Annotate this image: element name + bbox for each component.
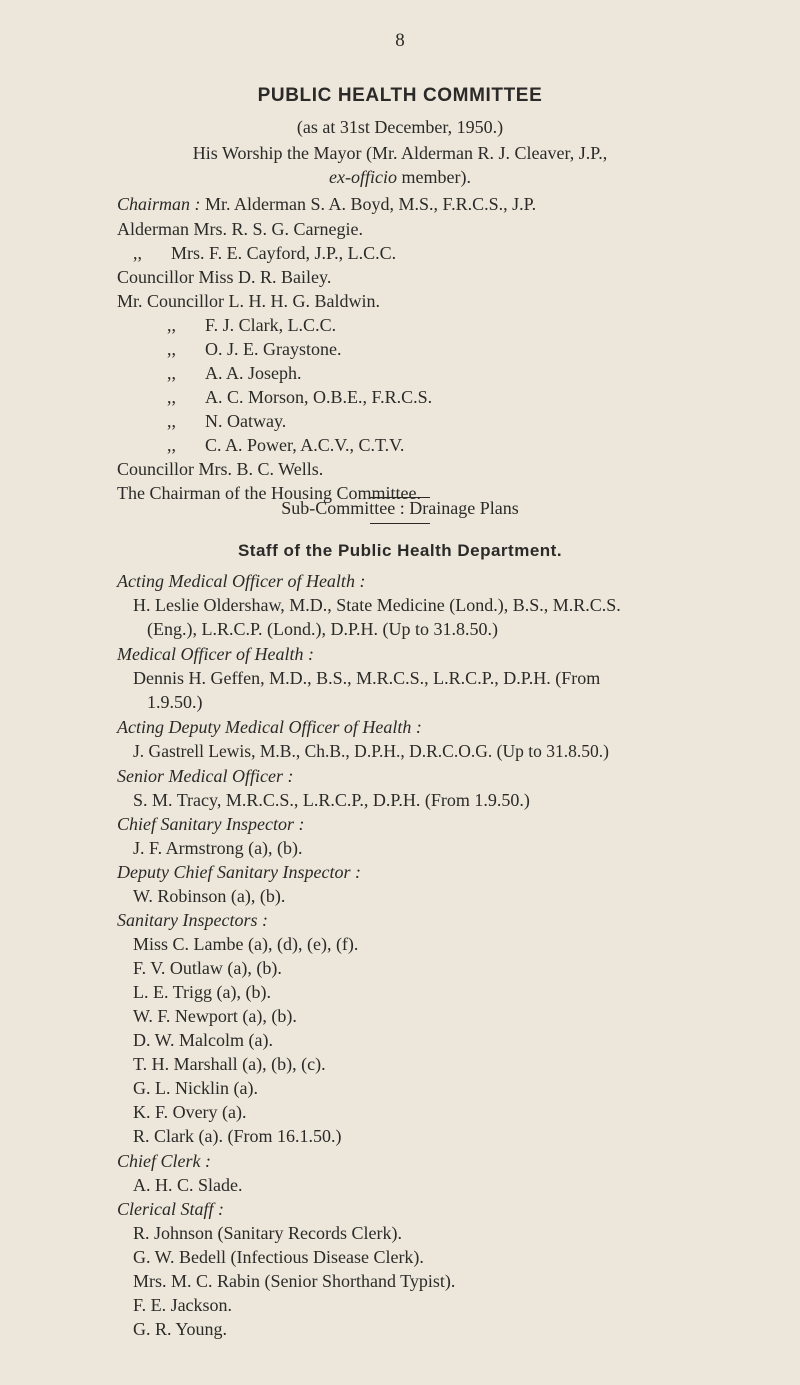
- councillor-morson-name: A. C. Morson, O.B.E., F.R.C.S.: [205, 387, 433, 407]
- councillor-graystone: [167, 339, 341, 360]
- role-moh: Medical Officer of Health :: [117, 644, 314, 664]
- ditto-mark: ,,: [167, 411, 176, 431]
- clerical-item: R. Johnson (Sanitary Records Clerk).: [133, 1223, 402, 1243]
- member-text: member).: [397, 167, 471, 187]
- ditto-mark: ,,: [167, 363, 176, 383]
- role-clerical-staff: Clerical Staff :: [117, 1199, 224, 1219]
- role-chief-clerk: Chief Clerk :: [117, 1151, 211, 1171]
- chairman-label: Chairman :: [117, 194, 201, 214]
- councillor-joseph: [167, 363, 302, 384]
- housing-chairman: The Chairman of the Housing Committee.: [117, 483, 421, 503]
- councillor-morson: [167, 387, 432, 408]
- chief-sanitary-inspector-line: J. F. Armstrong (a), (b).: [133, 838, 303, 858]
- senior-mo-line: S. M. Tracy, M.R.C.S., L.R.C.P., D.P.H. (From 1.9.50.): [133, 790, 530, 810]
- chairman-name: Mr. Alderman S. A. Boyd, M.S., F.R.C.S., J.P.: [200, 194, 537, 214]
- moh-line-1: Dennis H. Geffen, M.D., B.S., M.R.C.S., L.R.C.P., D.P.H. (From: [133, 668, 601, 688]
- ditto-mark: ,,: [167, 435, 176, 455]
- role-deputy-chief-sanitary-inspector: Deputy Chief Sanitary Inspector :: [117, 862, 361, 882]
- ditto-mark: ,,: [167, 339, 176, 359]
- councillor-clark: [167, 315, 336, 336]
- inspector-item: R. Clark (a). (From 16.1.50.): [133, 1126, 342, 1146]
- alderman-carnegie: Alderman Mrs. R. S. G. Carnegie.: [117, 219, 363, 239]
- inspector-item: T. H. Marshall (a), (b), (c).: [133, 1054, 326, 1074]
- committee-date-note: (as at 31st December, 1950.): [296, 117, 504, 137]
- committee-title: PUBLIC HEALTH COMMITTEE: [257, 85, 543, 106]
- clerical-item: G. R. Young.: [133, 1319, 228, 1339]
- alderman-cayford: [133, 243, 396, 264]
- role-chief-sanitary-inspector: Chief Sanitary Inspector :: [117, 814, 305, 834]
- chief-clerk-line: A. H. C. Slade.: [133, 1175, 243, 1195]
- councillor-wells: Councillor Mrs. B. C. Wells.: [117, 459, 324, 479]
- clerical-item: G. W. Bedell (Infectious Disease Clerk).: [133, 1247, 424, 1267]
- alderman-cayford-name: Mrs. F. E. Cayford, J.P., L.C.C.: [171, 243, 397, 263]
- role-acting-deputy-moh: Acting Deputy Medical Officer of Health :: [117, 717, 422, 737]
- ditto-mark: ,,: [167, 315, 176, 335]
- mayor-line-1: His Worship the Mayor (Mr. Alderman R. J. Cleaver, J.P.,: [192, 143, 608, 163]
- page-number: 8: [395, 30, 405, 51]
- chairman-line: [117, 194, 536, 215]
- councillor-power: [167, 435, 404, 456]
- role-senior-mo: Senior Medical Officer :: [117, 766, 294, 786]
- role-sanitary-inspectors: Sanitary Inspectors :: [117, 910, 268, 930]
- clerical-item: Mrs. M. C. Rabin (Senior Shorthand Typist).: [133, 1271, 456, 1291]
- councillor-graystone-name: O. J. E. Graystone.: [205, 339, 342, 359]
- councillor-baldwin: Mr. Councillor L. H. H. G. Baldwin.: [117, 291, 380, 311]
- inspector-item: Miss C. Lambe (a), (d), (e), (f).: [133, 934, 359, 954]
- moh-line-2: 1.9.50.): [147, 692, 203, 712]
- staff-title: Staff of the Public Health Department.: [237, 541, 563, 560]
- councillor-clark-name: F. J. Clark, L.C.C.: [205, 315, 337, 335]
- acting-deputy-moh-line: J. Gastrell Lewis, M.B., Ch.B., D.P.H., D.R.C.O.G. (Up to 31.8.50.): [133, 741, 609, 761]
- inspector-item: K. F. Overy (a).: [133, 1102, 247, 1122]
- role-acting-moh: Acting Medical Officer of Health :: [117, 571, 366, 591]
- acting-moh-line-2: (Eng.), L.R.C.P. (Lond.), D.P.H. (Up to 31.8.50.): [147, 619, 498, 639]
- inspector-item: W. F. Newport (a), (b).: [133, 1006, 297, 1026]
- councillor-bailey: Councillor Miss D. R. Bailey.: [117, 267, 332, 287]
- mayor-line-2: [0, 167, 800, 188]
- clerical-item: F. E. Jackson.: [133, 1295, 233, 1315]
- inspector-item: F. V. Outlaw (a), (b).: [133, 958, 282, 978]
- councillor-power-name: C. A. Power, A.C.V., C.T.V.: [205, 435, 405, 455]
- inspector-item: D. W. Malcolm (a).: [133, 1030, 273, 1050]
- inspector-item: G. L. Nicklin (a).: [133, 1078, 258, 1098]
- ditto-mark: ,,: [133, 243, 142, 263]
- councillor-oatway: [167, 411, 286, 432]
- councillor-oatway-name: N. Oatway.: [205, 411, 287, 431]
- councillor-joseph-name: A. A. Joseph.: [205, 363, 302, 383]
- ditto-mark: ,,: [167, 387, 176, 407]
- acting-moh-line-1: H. Leslie Oldershaw, M.D., State Medicine (Lond.), B.S., M.R.C.S.: [133, 595, 621, 615]
- ex-officio-text: ex-officio: [329, 167, 397, 187]
- sub-committee: Sub-Committee : Drainage Plans: [281, 498, 519, 518]
- inspector-item: L. E. Trigg (a), (b).: [133, 982, 271, 1002]
- divider: [370, 523, 430, 524]
- deputy-chief-sanitary-inspector-line: W. Robinson (a), (b).: [133, 886, 286, 906]
